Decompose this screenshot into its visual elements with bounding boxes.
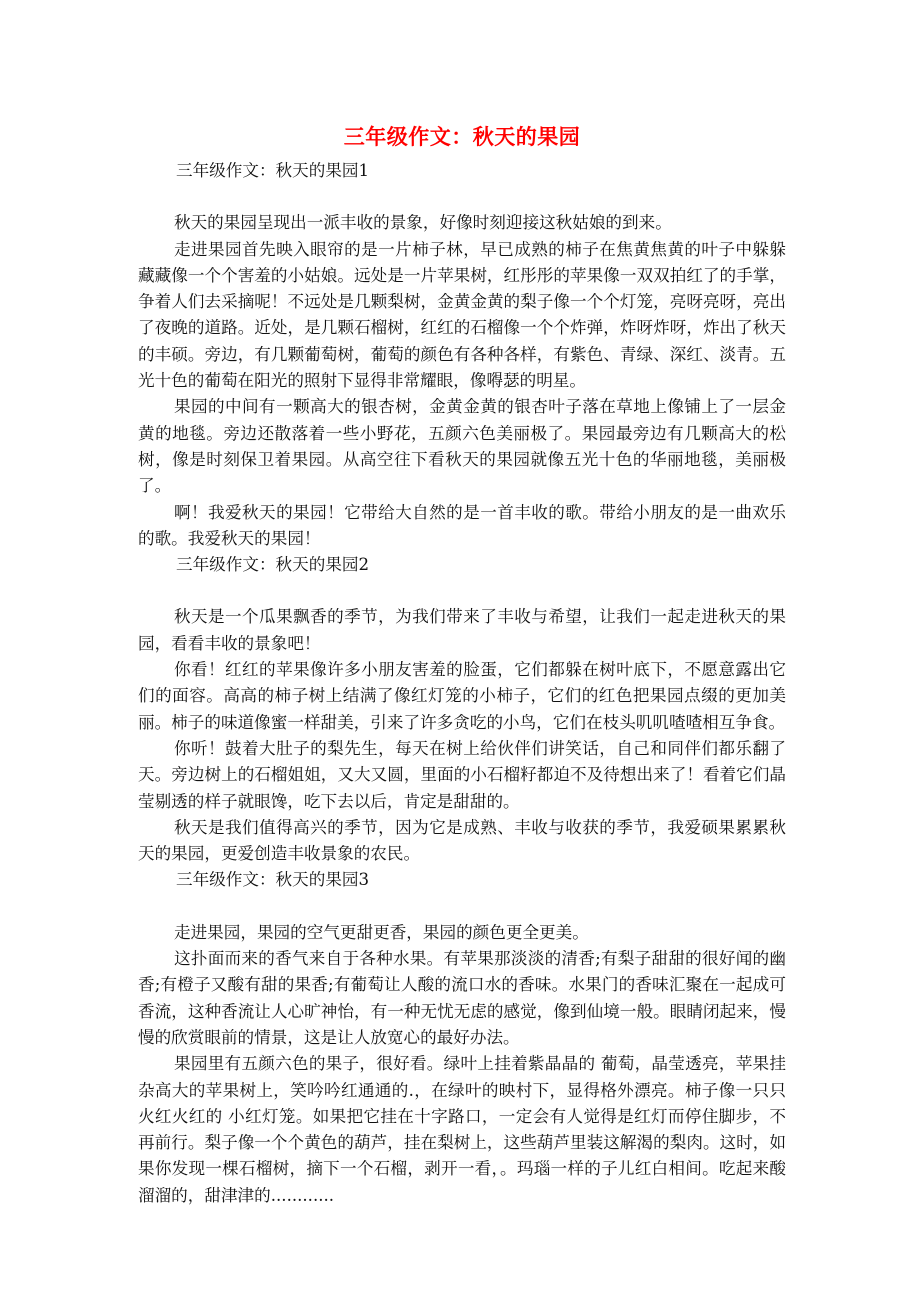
paragraph: 秋天是我们值得高兴的季节，因为它是成熟、丰收与收获的季节，我爱硕果累累秋天的果园，更爱创造丰收景象的农民。	[138, 817, 786, 864]
section-heading: 三年级作文：秋天的果园1	[176, 161, 370, 180]
blank-line	[138, 894, 786, 920]
paragraph: 走进果园首先映入眼帘的是一片柿子林，早已成熟的柿子在焦黄焦黄的叶子中躲躲藏藏像一个个害羞的小姑娘。远处是一片苹果树，红彤彤的苹果像一双双拍红了的手掌，争着人们去采摘呢！不远处是几颗梨树，金黄金黄的梨子像一个个灯笼，亮呀亮呀，亮出了夜晚的道路。近处，是几颗石榴树，红红的石榴像一个个炸弹，炸呀炸呀，炸出了秋天的丰硕。旁边，有几颗葡萄树，葡萄的颜色有各种各样，有紫色、青绿、深红、淡青。五光十色的葡萄在阳光的照射下显得非常耀眼，像嘚瑟的明星。	[138, 239, 786, 391]
paragraph: 秋天的果园呈现出一派丰收的景象，好像时刻迎接这秋姑娘的到来。	[174, 213, 672, 233]
paragraph: 走进果园，果园的空气更甜更香，果园的颜色更全更美。	[174, 922, 589, 942]
section-heading: 三年级作文：秋天的果园3	[176, 870, 370, 890]
document-page	[138, 122, 786, 1209]
essay-section-3	[138, 867, 786, 1209]
paragraph: 你看！红红的苹果像许多小朋友害羞的脸蛋，它们都躲在树叶底下，不愿意露出它们的面容。高高的柿子树上结满了像红灯笼的小柿子，它们的红色把果园点缀的更加美丽。柿子的味道像蜜一样甜美，引来了许多贪吃的小鸟，它们在枝头叽叽喳喳相互争食。	[138, 660, 786, 732]
blank-line	[138, 184, 786, 210]
essay-section-1	[138, 158, 786, 552]
blank-line	[138, 578, 786, 604]
paragraph: 果园的中间有一颗高大的银杏树，金黄金黄的银杏叶子落在草地上像铺上了一层金黄的地毯。旁边还散落着一些小野花，五颜六色美丽极了。果园最旁边有几颗高大的松树，像是时刻保卫着果园。从高空往下看秋天的果园就像五光十色的华丽地毯，美丽极了。	[138, 397, 786, 496]
paragraph: 啊！我爱秋天的果园！它带给大自然的是一首丰收的歌。带给小朋友的是一曲欢乐的歌。我爱秋天的果园！	[138, 502, 786, 548]
paragraph: 果园里有五颜六色的果子，很好看。绿叶上挂着紫晶晶的 葡萄，晶莹透亮，苹果挂杂高大的苹果树上，笑吟吟红通通的.，在绿叶的映村下，显得格外漂亮。柿子像一只只火红火红的 小红灯笼。如果把它挂在十字路口，一定会有人觉得是红灯而停住脚步，不再前行。梨子像一个个黄色的葫芦，挂在梨树上，这些葫芦里装这解渴的梨肉。这时，如果你发现一棵石榴树，摘下一个石榴，剥开一看，。玛瑙一样的子儿红白相间。吃起来酸溜溜的，甜津津的............	[138, 1054, 786, 1205]
section-heading: 三年级作文：秋天的果园2	[176, 555, 370, 575]
paragraph: 秋天是一个瓜果飘香的季节，为我们带来了丰收与希望，让我们一起走进秋天的果园，看看丰收的景象吧！	[138, 607, 786, 653]
paragraph: 这扑面而来的香气来自于各种水果。有苹果那淡淡的清香;有梨子甜甜的很好闻的幽香;有橙子又酸有甜的果香;有葡萄让人酸的流口水的香味。水果门的香味汇聚在一起成可香流，这种香流让人心旷神怡，有一种无忧无虑的感觉，像到仙境一般。眼睛闭起来，慢慢的欣赏眼前的情景，这是让人放宽心的最好办法。	[138, 949, 786, 1047]
document-title: 三年级作文：秋天的果园	[343, 124, 581, 149]
essay-section-2	[138, 552, 786, 867]
paragraph: 你听！鼓着大肚子的梨先生，每天在树上给伙伴们讲笑话，自己和同伴们都乐翻了天。旁边树上的石榴姐姐，又大又圆，里面的小石榴籽都迫不及待想出来了！看着它们晶莹剔透的样子就眼馋，吃下去以后，肯定是甜甜的。	[138, 738, 786, 811]
